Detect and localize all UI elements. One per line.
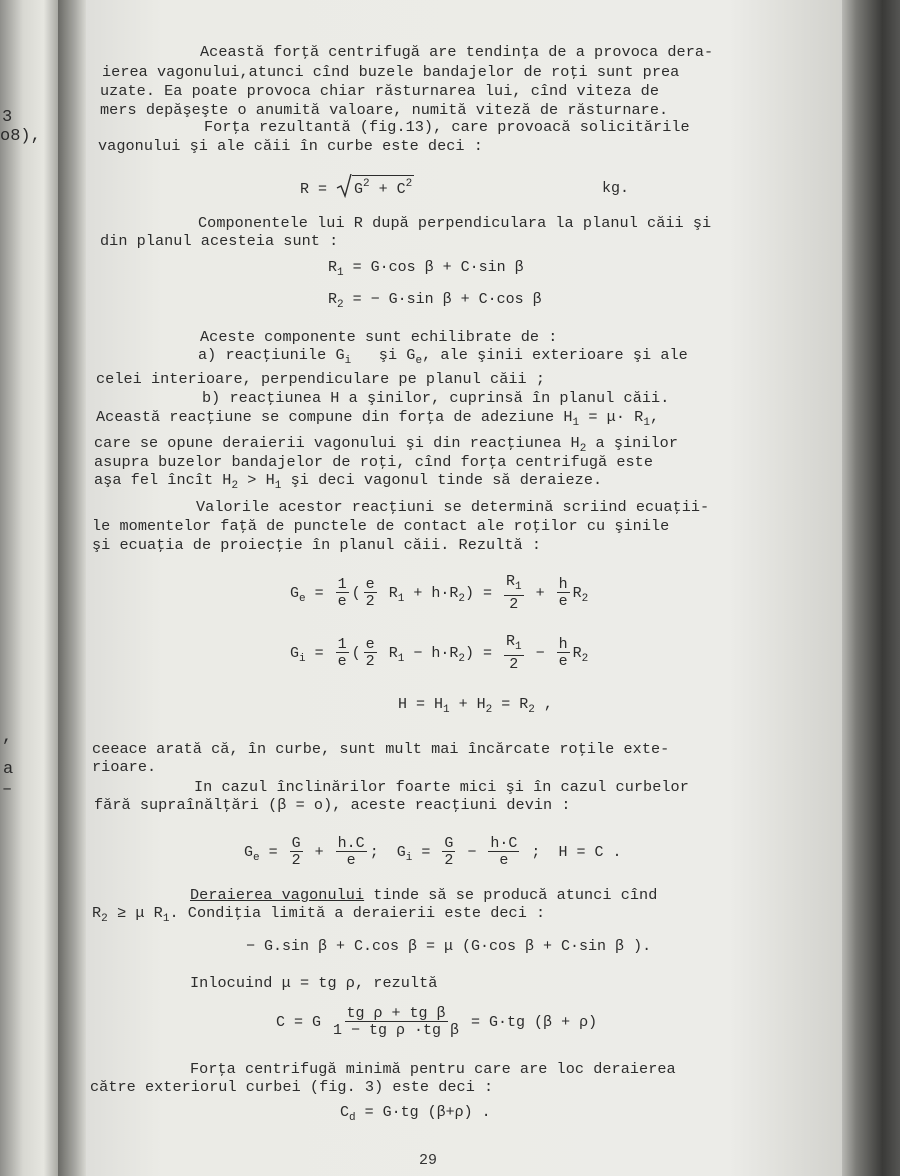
eq-text: 1	[397, 592, 405, 605]
book-gutter	[58, 0, 86, 1176]
margin-note-5: –	[2, 780, 13, 799]
eq-text: + C	[369, 181, 406, 198]
eq-text: =	[305, 644, 333, 662]
text-line: Aceste componente sunt echilibrate de :	[200, 328, 558, 346]
eq-text: = G·cos β + C·sin β	[343, 259, 524, 276]
equation-C	[276, 1006, 597, 1038]
text-fragment: 2	[101, 913, 108, 925]
eq-text: −	[458, 843, 486, 861]
equation-simplified	[244, 836, 621, 868]
eq-text: G	[396, 843, 406, 861]
margin-note-1: 3	[2, 108, 13, 127]
text-line: vagonului şi ale căii în curbe este deci :	[98, 137, 483, 155]
text-fragment: şi G	[378, 346, 416, 364]
eq-text: i	[405, 851, 413, 864]
text-line: uzate. Ea poate provoca chiar răsturnarea lui, cînd viteza de	[100, 82, 660, 100]
text-fragment: 2	[579, 443, 587, 455]
margin-note-4: a	[3, 760, 14, 779]
eq-text: G	[244, 843, 254, 861]
eq-text: −	[526, 644, 554, 662]
text-line: In cazul înclinărilor foarte mici şi în cazul curbelor	[194, 778, 689, 796]
fraction: $\frac{G}{2}$	[291, 835, 301, 869]
text-fragment: a) reacţiunile G	[198, 346, 345, 364]
eq-text: G	[354, 181, 364, 198]
fraction: $\frac{e}{2}$	[365, 576, 375, 610]
eq-text: e	[299, 592, 306, 605]
eq-text: G	[290, 584, 300, 602]
fraction: $\frac{1}{e}$	[337, 636, 347, 670]
eq-text: H = C .	[558, 843, 622, 861]
text-fragment: 2	[231, 480, 239, 492]
equation-Cd	[340, 1104, 491, 1124]
text-fragment: R	[92, 904, 102, 922]
text-line: Forţa centrifugă minimă pentru care are loc deraierea	[190, 1060, 676, 1078]
left-page-edge	[0, 0, 58, 1176]
eq-text: + H	[449, 696, 486, 713]
equation-Ge	[290, 574, 588, 612]
eq-text: ) =	[464, 644, 501, 662]
text-line: către exteriorul curbei (fig. 3) este deci :	[90, 1078, 494, 1096]
text-line	[190, 886, 657, 904]
text-fragment: μ = tg ρ	[281, 974, 355, 992]
right-book-edge	[842, 0, 900, 1176]
equation-H	[398, 696, 553, 716]
text-fragment: tinde să se producă atunci cînd	[364, 886, 658, 904]
text-line	[96, 408, 659, 429]
eq-text: − h·R	[404, 644, 459, 662]
eq-text: ,	[534, 696, 553, 713]
text-line	[198, 346, 688, 367]
text-line: asupra buzelor bandajelor de roţi, cînd forţa centrifugă este	[94, 453, 654, 471]
text-fragment: ≥ μ R	[107, 904, 163, 922]
eq-text: R	[379, 584, 398, 602]
eq-text: C = G	[276, 1013, 331, 1031]
text-fragment: şi deci vagonul tinde să deraieze.	[281, 471, 603, 489]
fraction: $\frac{1}{e}$	[337, 576, 347, 610]
text-line: Această forţă centrifugă are tendinţa de a provoca dera-	[200, 43, 714, 61]
text-line	[94, 471, 602, 492]
margin-note-2: o8),	[0, 127, 41, 146]
eq-text: 2	[337, 299, 344, 311]
eq-text: ) =	[464, 584, 501, 602]
eq-text: 2	[458, 592, 465, 605]
fraction: $\frac{R_1}{2}$	[505, 633, 522, 673]
text-fragment: aşa fel încît H	[94, 471, 232, 489]
eq-text: ;	[522, 843, 541, 861]
fraction: $\frac{\text{tg ρ + tg β}}{\text{1 − tg ρ ·tg β}}$	[333, 1005, 460, 1039]
radicand	[352, 175, 414, 198]
fraction: $\frac{R_1}{2}$	[505, 573, 522, 613]
text-fragment: , ale şinii exterioare şi ale	[422, 346, 688, 364]
eq-text: 2	[485, 704, 493, 716]
eq-text: 2	[528, 704, 535, 716]
text-fragment: 1	[162, 913, 170, 925]
text-fragment: a şinilor	[586, 434, 678, 452]
eq-text: R	[379, 644, 398, 662]
radical-sign	[336, 174, 352, 196]
text-fragment: , rezultă	[354, 974, 438, 992]
eq-text: 2	[581, 592, 589, 605]
text-line: Valorile acestor reacţiuni se determină scriind ecuaţii-	[196, 498, 710, 516]
eq-text: = G·tg (β+ρ) .	[355, 1104, 491, 1121]
eq-text: = − G·sin β + C·cos β	[343, 291, 542, 308]
text-line: b) reacţiunea H a şinilor, cuprinsă în planul căii.	[202, 389, 670, 407]
fraction: $\frac{h\cdot C}{e}$	[490, 835, 518, 869]
eq-text: R	[572, 644, 582, 662]
eq-text: e	[253, 851, 260, 864]
eq-text: 1	[397, 652, 405, 665]
text-fragment: Inlocuind	[190, 974, 282, 992]
text-fragment: care se opune deraierii vagonului şi din reacţiunea H	[94, 434, 580, 452]
text-line: ceeace arată că, în curbe, sunt mult mai încărcate roţile exte-	[92, 740, 670, 758]
eq-text: ;	[369, 843, 379, 861]
text-line	[190, 974, 437, 992]
eq-text: =	[259, 843, 287, 861]
text-fragment: = μ· R	[579, 408, 644, 426]
text-fragment: 1	[274, 480, 282, 492]
eq-text: =	[305, 584, 333, 602]
equation-unit: kg.	[602, 180, 630, 197]
eq-text: i	[299, 652, 306, 665]
equation-R1	[328, 259, 524, 279]
text-line: Componentele lui R după perpendiculara la planul căii şi	[198, 214, 712, 232]
fraction: $\frac{h}{e}$	[558, 636, 568, 670]
eq-text: 2	[458, 652, 465, 665]
eq-text: C	[340, 1104, 350, 1121]
eq-text: = G·tg (β + ρ)	[462, 1013, 598, 1031]
eq-text: d	[349, 1112, 356, 1124]
equation-limit: − G.sin β + C.cos β = μ (G·cos β + C·sin β ).	[246, 938, 652, 955]
eq-text: R	[328, 291, 338, 308]
text-line: şi ecuaţia de proiecţie în planul căii. Rezultă :	[92, 536, 542, 554]
text-fragment: 1	[572, 417, 580, 429]
text-line: rioare.	[92, 758, 157, 776]
eq-text: + h·R	[404, 584, 459, 602]
fraction: $\frac{h.C}{e}$	[337, 835, 365, 869]
text-line: le momentelor faţă de punctele de contact ale roţilor cu şinile	[92, 517, 670, 535]
eq-text: 1	[337, 267, 344, 279]
fraction: $\frac{h}{e}$	[558, 576, 568, 610]
eq-text: 1	[443, 704, 450, 716]
eq-text: +	[526, 584, 554, 602]
eq-text: (	[351, 584, 361, 602]
eq-text: =	[412, 843, 440, 861]
eq-text: R =	[300, 181, 337, 198]
margin-note-3: ,	[2, 728, 13, 747]
eq-text: H = H	[398, 696, 444, 713]
document-page	[86, 0, 842, 1176]
page-number: 29	[419, 1152, 438, 1169]
text-line: mers depăşeşte o anumită valoare, numită viteză de răsturnare.	[100, 101, 669, 119]
eq-text: 2	[405, 178, 413, 190]
fraction: $\frac{G}{2}$	[444, 835, 454, 869]
text-fragment: > H	[238, 471, 275, 489]
equation-resultant	[300, 174, 414, 198]
text-fragment: Această reacţiune se compune din forţa de adeziune H	[96, 408, 573, 426]
eq-text: G	[290, 644, 300, 662]
eq-text: +	[305, 843, 333, 861]
text-line	[92, 904, 545, 925]
text-line: ierea vagonului,atunci cînd buzele bandajelor de roţi sunt prea	[102, 63, 680, 81]
text-line: Forţa rezultantă (fig.13), care provoacă solicitările	[204, 118, 690, 136]
text-fragment: . Condiţia limită a deraierii este deci :	[169, 904, 546, 922]
text-fragment: ,	[650, 408, 660, 426]
text-line	[94, 434, 678, 455]
eq-text: 2	[581, 652, 589, 665]
text-fragment: e	[415, 355, 423, 367]
text-fragment: i	[344, 355, 352, 367]
text-line: celei interioare, perpendiculare pe planul căii ;	[96, 370, 546, 388]
equation-R2	[328, 291, 542, 311]
equation-Gi	[290, 634, 588, 672]
eq-text: 2	[363, 178, 370, 190]
fraction: $\frac{e}{2}$	[365, 636, 375, 670]
text-line: fără supraînălţări (β = o), aceste reacţiuni devin :	[94, 796, 571, 814]
eq-text: (	[351, 644, 361, 662]
text-line: din planul acesteia sunt :	[100, 232, 339, 250]
eq-text: R	[572, 584, 582, 602]
text-fragment: 1	[643, 417, 650, 429]
underlined-heading: Deraierea vagonului	[190, 886, 365, 904]
eq-text: R	[328, 259, 338, 276]
eq-text: = R	[492, 696, 529, 713]
